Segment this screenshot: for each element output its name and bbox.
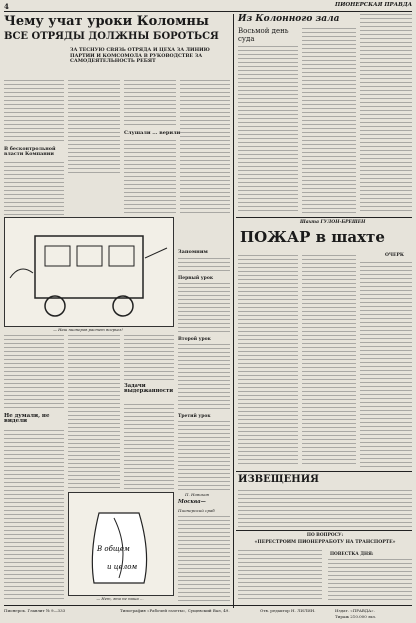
section-heading: Не думали, не видели <box>4 413 50 424</box>
footer-left: Пионерск. Главлит № 9—333 <box>4 608 66 613</box>
article-column <box>178 344 230 410</box>
article-column <box>124 404 174 490</box>
question-label: ПО ВОПРОСУ: <box>306 533 344 538</box>
notice-text <box>238 550 322 602</box>
article-column <box>68 335 120 490</box>
kolonny-title: Из Колонного зала <box>238 14 340 24</box>
article-column <box>178 258 230 272</box>
article-column <box>124 335 174 380</box>
footer-rule <box>4 605 412 606</box>
page-number: 4 <box>4 2 9 11</box>
moskva-subtitle: Пионерский сраб <box>178 508 215 513</box>
footer-circulation: Тираж 210.000 экз. <box>335 614 377 619</box>
article-column <box>178 283 230 333</box>
article-column <box>360 262 412 467</box>
column-rule <box>233 14 234 608</box>
section-heading: В бесконтрольной власти Компании <box>4 146 56 157</box>
section-heading: Слушали ... верили <box>124 130 181 136</box>
fire-section: ОЧЕРК <box>385 253 404 258</box>
lesson-heading: Первый урок <box>178 276 214 281</box>
article-column <box>4 335 64 410</box>
article-column <box>178 421 230 490</box>
article-column <box>124 140 176 214</box>
question-title: «ПЕРЕСТРОИМ ПИОНЕРРАБОТУ НА ТРАНСПОРТЕ» <box>254 540 396 545</box>
article-column <box>360 14 412 214</box>
section-rule <box>236 530 412 531</box>
section-rule <box>236 217 412 218</box>
illustration-caption: — Нет, это не наша ... <box>96 596 144 601</box>
article-column <box>180 80 230 214</box>
train-illustration <box>4 217 174 327</box>
article-column <box>124 80 176 128</box>
article-column <box>178 516 230 602</box>
main-headline-2: ВСЕ ОТРЯДЫ ДОЛЖНЫ БОРОТЬСЯ <box>4 31 219 42</box>
article-column <box>4 162 64 216</box>
moskva-title: Москва— <box>178 499 206 505</box>
lesson-heading: Третий урок <box>178 414 211 419</box>
article-column <box>238 255 298 467</box>
fire-headline: ПОЖАР в шахте <box>240 228 385 246</box>
fire-byline: Шахта ГУЛОН-БРЕШЕН <box>300 220 366 225</box>
section-heading: Задачи выдержанности <box>124 383 174 394</box>
article-column <box>4 430 64 602</box>
article-column <box>238 46 298 214</box>
article-column <box>4 80 64 143</box>
svg-text:В общем: В общем <box>97 545 130 553</box>
kolonny-subtitle: Восьмой день суда <box>238 27 289 43</box>
notices-title: ИЗВЕЩЕНИЯ <box>238 474 320 485</box>
main-subhead: ЗА ТЕСНУЮ СВЯЗЬ ОТРЯДА И ЦЕХА ЗА ЛИНИЮ ПАРТИИ И КОМСОМОЛА В РУКОВОДСТВЕ ЗА САМОДЕЯТЕЛЬНОСТЬ РЕБЯТ <box>70 47 210 65</box>
footer-editor: Отв. редактор Н. ЛИЛИН. <box>260 608 316 613</box>
article-byline: П. Новиков <box>185 492 209 497</box>
sack-illustration <box>68 492 174 596</box>
footer-middle: Типография «Рабочей газеты», Сущевский Вал, 49. <box>120 608 230 613</box>
article-column <box>302 28 356 214</box>
masthead-rule <box>4 11 412 12</box>
program-title: ПОВЕСТКА ДНЯ: <box>330 552 374 557</box>
illustration-caption: — Наш пионеров растет всерьез! <box>53 327 123 332</box>
article-column <box>68 80 120 175</box>
notice-text <box>238 490 412 528</box>
article-column <box>302 255 356 467</box>
svg-text:и целом: и целом <box>107 563 138 571</box>
section-heading: Запомним <box>178 249 208 255</box>
footer-publisher: Издат. «ПРАВДА». <box>335 608 375 613</box>
masthead-title: ПИОНЕРСКАЯ ПРАВДА <box>335 2 413 8</box>
main-headline: Чему учат уроки Коломны <box>4 14 209 29</box>
notice-text <box>328 559 412 602</box>
section-rule <box>236 471 412 472</box>
lesson-heading: Второй урок <box>178 337 211 342</box>
